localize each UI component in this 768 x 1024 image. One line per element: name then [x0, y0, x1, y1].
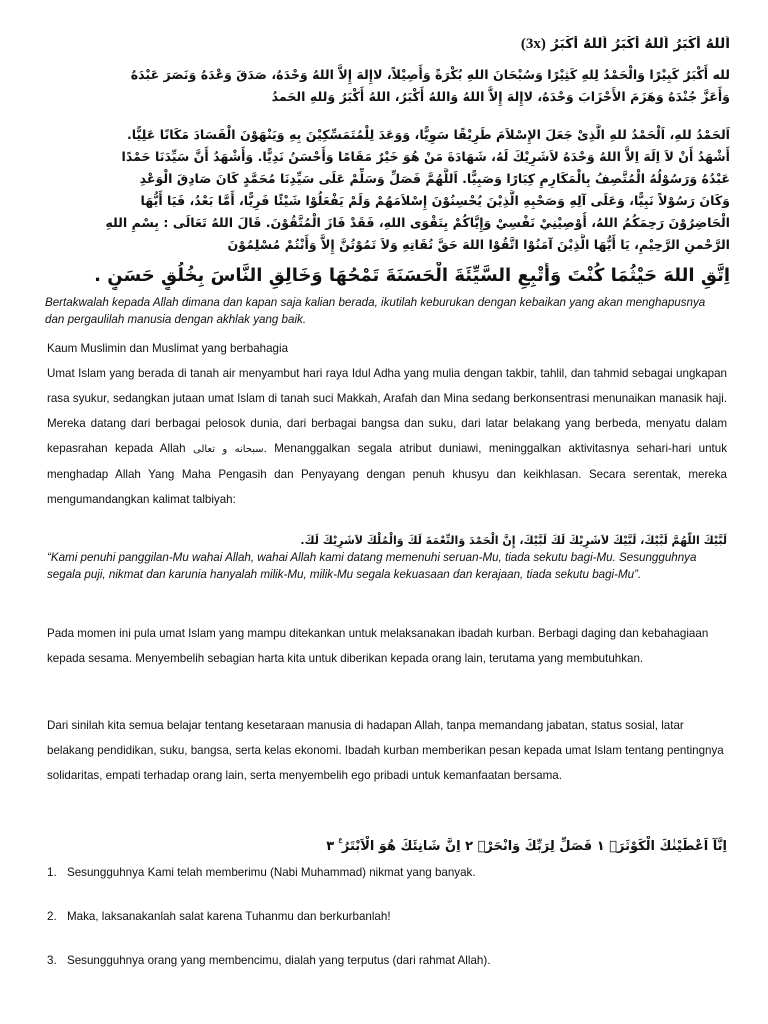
paragraph-2: Pada momen ini pula umat Islam yang mampu ditekankan untuk melaksanakan ibadah kurban. Berbagi daging dan kebahagiaan kepada sesama. Menyembelih sebagian harta kita untuk diberikan kepada orang lain, terutama yang membutuhkan. — [47, 627, 709, 665]
arabic-khutbah-line: وَكَانَ رَسُوْلاً نَبِيًّا، وَعَلَى آلِهِ وَصَحْبِهِ الَّذِيْنَ يُحْسِنُوْنَ إِسْلاَمَهُمْ وَلَمْ يَفْعَلُوْا شَيْئًا فَرِيًّا، أَمَّا بَعْدُ، فَيَا أَيُّهَا — [140, 193, 730, 208]
paragraph-1-before: Umat Islam yang berada di tanah air menyambut hari raya Idul Adha yang mulia dengan takbir, tahlil, dan tahmid sebagai ungkapan rasa syukur, sedangkan jutaan umat Islam di tanah suci Makkah, Arafah dan Mina sedang berkonsentrasi menunaikan manasik haji. Mereka datang dari berbagai pelosok dunia, dari berbagai bangsa dan suku, dari latar belakang yang berbeda, menyatu dalam kepasrahan kepada Allah — [47, 367, 727, 455]
arabic-khutbah-line: الرَّحْمنِ الرَّحِيْمِ، يَا أَيُّهَا الَّذِيْنَ آمَنُوْا اتَّقُوْا اللهَ حَقَّ تُقَاتِهِ وَلاَ تَمُوْتُنَّ إِلاَّ وَأَنْتُمْ مُسْلِمُوْنَ — [227, 237, 730, 252]
list-text: Sesungguhnya orang yang membencimu, dialah yang terputus (dari rahmat Allah). — [67, 954, 491, 967]
talbiyah-translation: “Kami penuhi panggilan-Mu wahai Allah, wahai Allah kami datang memenuhi seruan-Mu, tiada sekutu bagi-Mu. Sesungguhnya segala puji, nikmat dan karunia hanyalah milik-Mu, milik-Mu segala kekuasaan dan kerajaan, tiada sekutu bagi-Mu”. — [47, 551, 697, 581]
takbir-arabic: اَللهُ أَكْبَرُ اَللهُ أَكْبَرُ اَللهُ أَكْبَرُ — [550, 36, 730, 52]
takbir-count: (3x) — [520, 36, 546, 52]
talbiyah-arabic: لَبَّيْكَ اللَّهُمَّ لَبَّيْكَ، لَبَّيْكَ لاَشَرِيْكَ لَكَ لَبَّيْكَ، إِنَّ الْحَمْدَ وَالنِّعْمَةَ لَكَ وَالْمُلْكَ لاَشَرِيْكَ لَكَ. — [300, 534, 727, 547]
list-item — [47, 910, 727, 923]
arabic-opening-line: لله أَكْبَرُ كَبِيْرًا وَالْحَمْدُ لِلهِ كَثِيْرًا وَسُبْحَانَ اللهِ بُكْرَةً وَأَصِيْلاً، لاإِلهَ إِلاَّ اللهُ وَحْدَهُ، صَدَقَ وَعْدَهُ وَنَصَرَ عَبْدَهُ — [130, 67, 730, 82]
hadith-translation: Bertakwalah kepada Allah dimana dan kapan saja kalian berada, ikutilah keburukan dengan kebaikan yang akan menghapusnya dan pergaulilah manusia dengan akhlak yang baik. — [45, 296, 706, 326]
list-text: Sesungguhnya Kami telah memberimu (Nabi Muhammad) nikmat yang banyak. — [67, 866, 476, 879]
arabic-khutbah-line: اَلحَمْدُ للهِ، اَلْحَمْدُ للهِ الَّذِىْ جَعَلَ الإِسْلاَمَ طَرِيْقًا سَوِيًّا، وَوَعَدَ لِلْمُتَمَسِّكِيْنَ بِهِ وَيَنْهَوْنَ الْفَسَادَ مَكَانًا عَلِيًّا. — [126, 127, 730, 142]
paragraph-1-after: . Menanggalkan segala atribut duniawi, meninggalkan aktivitasnya sehari-hari untuk menghadap Allah Yang Maha Pengasih dan Penyayang dengan penuh khusyu dan keikhlasan. Secara serentak, mereka mengumandangkan kalimat talbiyah: — [47, 442, 727, 506]
greeting: Kaum Muslimin dan Muslimat yang berbahagia — [47, 342, 289, 355]
arabic-khutbah-line: الْحَاضِرُوْنَ رَحِمَكُمُ اللهُ، أُوْصِيْنِيْ نَفْسِيْ وَإِيَّاكُمْ بِتَقْوَى اللهِ، فَقَدْ فَازَ الْمُتَّقُوْنَ. قَالَ اللهُ تَعَالَى : بِسْمِ اللهِ — [105, 215, 730, 230]
arabic-khutbah-line: عَبْدُهُ وَرَسُوْلُهُ الْمُتَّصِفُ بِالْمَكَارِمِ كِبَارًا وَصَبِيًّا. اَللَّهُمَّ فَصَلِّ وَسَلِّمْ عَلَى سَيِّدِنَا مُحَمَّدٍ كَانَ صَادِقَ الْوَعْدِ — [139, 171, 730, 186]
list-item — [47, 866, 727, 879]
arabic-khutbah-line: أَشْهَدُ أَنْ لاَ اِلَهَ اِلاَّ اللهُ وَحْدَهُ لاَشَرِيْكَ لَهُ، شَهَادَةَ مَنْ هُوَ خَيْرٌ مَقَامًا وَأَحْسَنُ نَدِيًّا. وَأَشْهَدُ أَنَّ سَيِّدَنَا حَمْدًا — [121, 149, 730, 164]
arabic-khutbah — [40, 124, 730, 256]
paragraph-3: Dari sinilah kita semua belajar tentang kesetaraan manusia di hadapan Allah, tanpa memandang jabatan, status sosial, latar belakang pendidikan, suku, bangsa, serta kelas ekonomi. Ibadah kurban memberikan pesan kepada umat Islam tentang pentingnya solidaritas, empati terhadap orang lain, serta menyembelih ego pribadi untuk kemanfaatan bersama. — [47, 719, 724, 782]
takbir-line — [40, 36, 730, 53]
list-item — [47, 954, 727, 967]
list-number: 2. — [47, 910, 57, 923]
arabic-opening — [40, 64, 730, 108]
list-text: Maka, laksanakanlah salat karena Tuhanmu dan berkurbanlah! — [67, 910, 391, 923]
paragraph-1-arabic: سبحانه و تعالى — [193, 444, 264, 455]
list-number: 1. — [47, 866, 57, 879]
kautsar-arabic: اِنَّآ اَعْطَيْنٰكَ الْكَوْثَرَۗ ١ فَصَلِّ لِرَبِّكَ وَانْحَرْۗ ٢ اِنَّ شَانِئَكَ هُوَ الْاَبْتَرُ ࣖ ٣ — [326, 839, 727, 854]
paragraph-1 — [47, 361, 727, 512]
hadith-arabic: اِتَّقِ اللهَ حَيْثُمَا كُنْتَ وَأَتْبِعِ السَّيِّئَةَ الْحَسَنَةَ تَمْحُهَا وَخَالِقِ النَّاسَ بِخُلُقٍ حَسَنٍ . — [94, 265, 730, 286]
arabic-opening-line: وَأَعَزَّ جُنْدَهُ وَهَزَمَ الأَحْزَابَ وَحْدَهُ، لاإِلهَ إِلاَّ اللهُ وَاللهُ أَكْبَرُ، اللهُ أَكْبَرُ وَللهِ الحَمدُ — [271, 89, 730, 104]
list-number: 3. — [47, 954, 57, 967]
